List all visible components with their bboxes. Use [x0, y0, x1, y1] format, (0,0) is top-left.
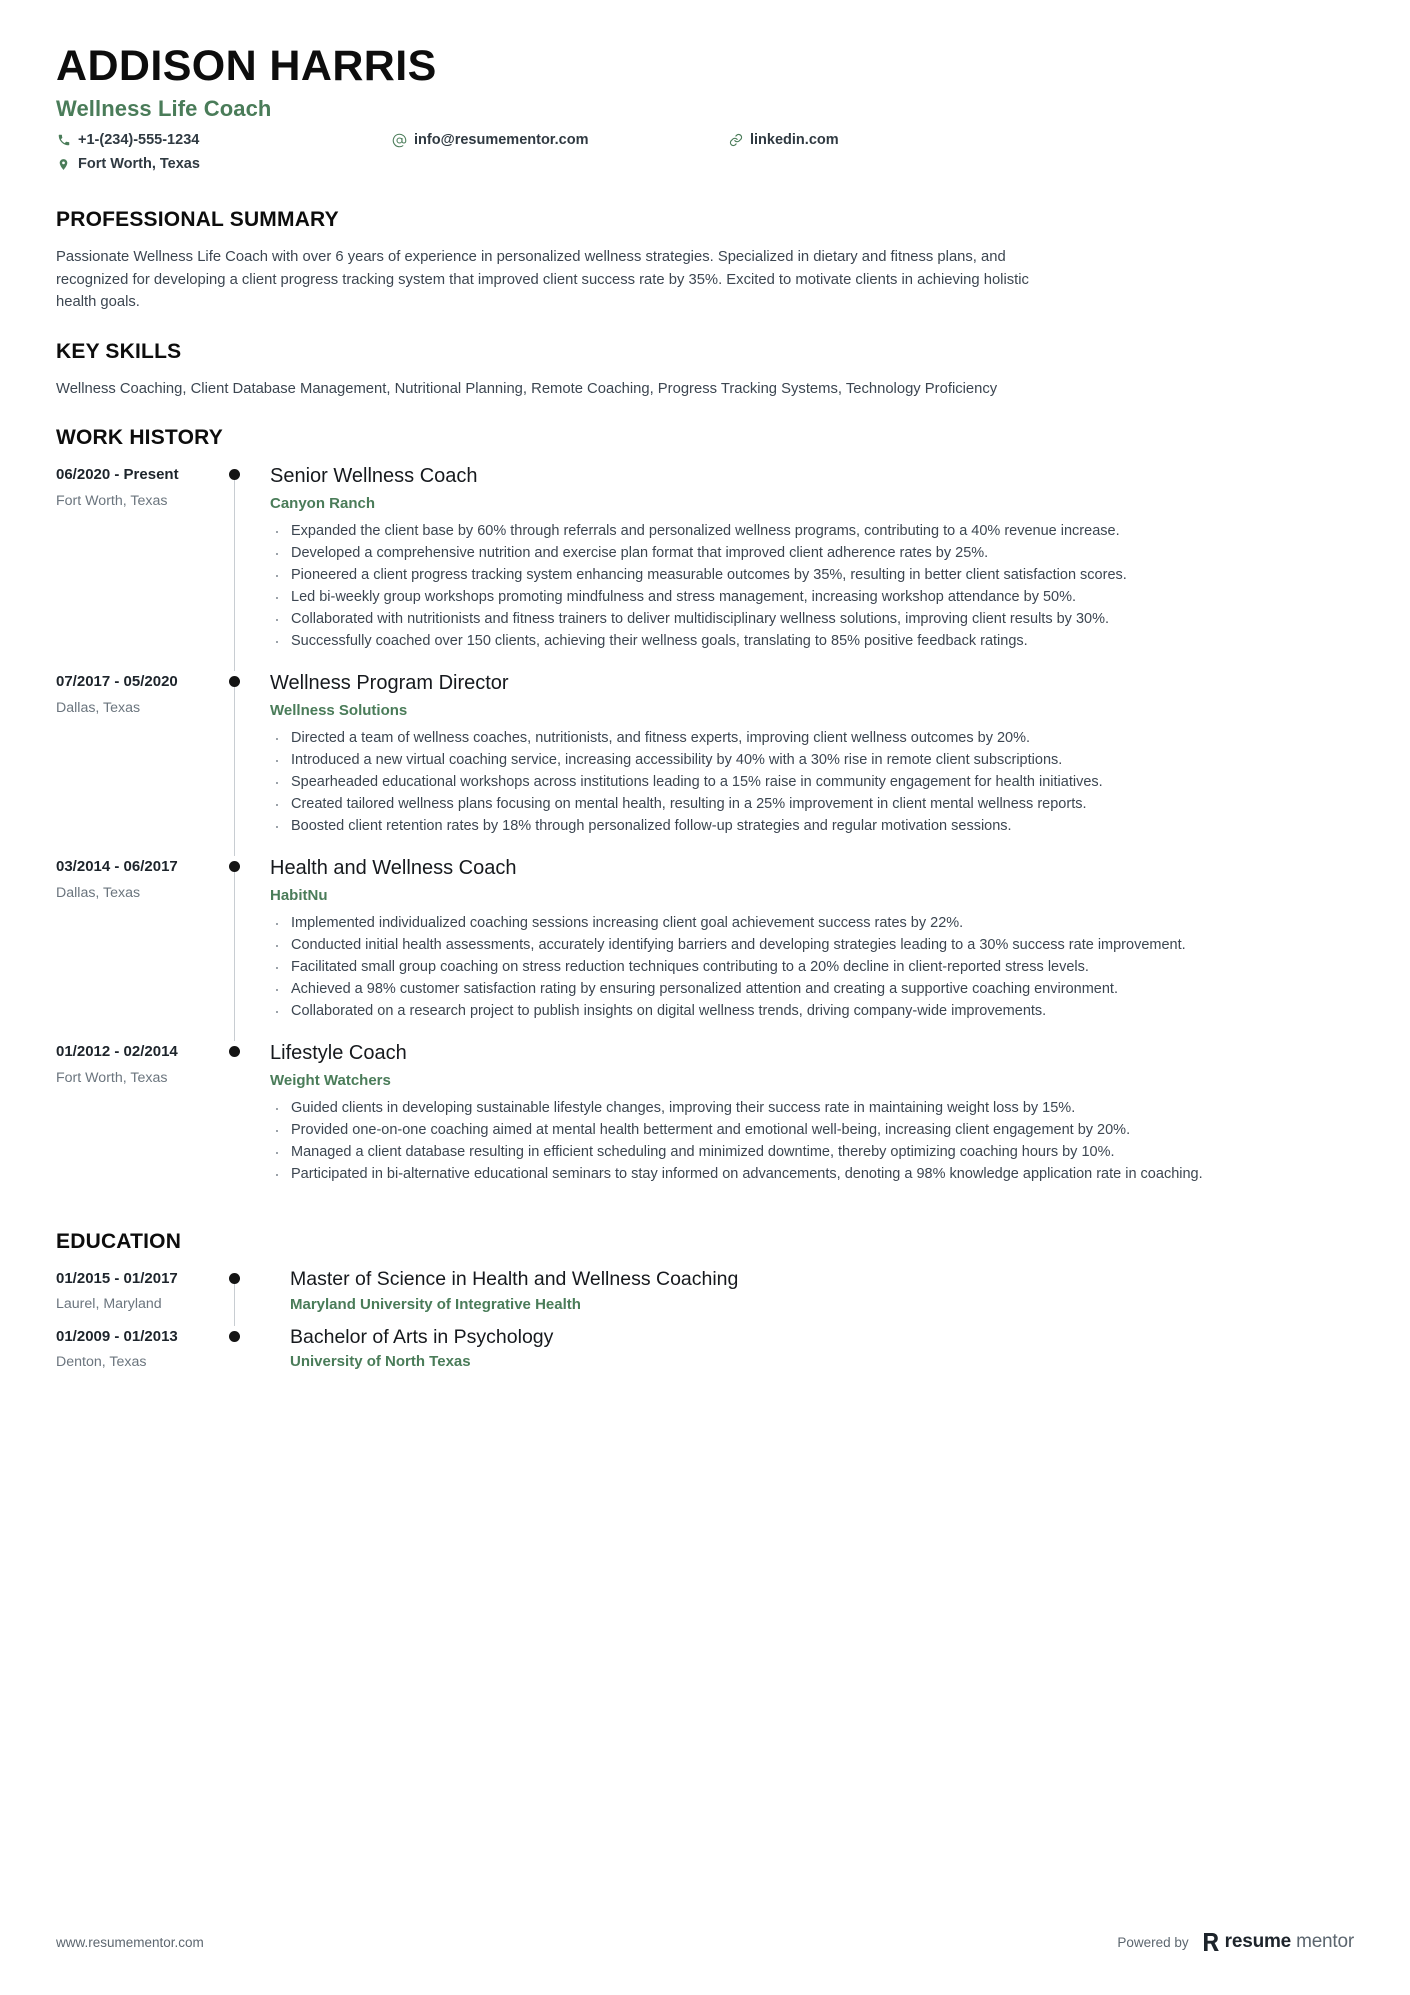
achievement-item: · Guided clients in developing sustainable lifestyle changes, improving their success rate in maintaining weight loss by 15%. — [270, 1098, 1270, 1119]
phone-icon — [56, 133, 71, 148]
achievement-item: · Created tailored wellness plans focusing on mental health, resulting in a 25% improvement in client mental wellness reports. — [270, 794, 1270, 815]
contact-link[interactable] — [728, 132, 839, 148]
contact-phone[interactable] — [56, 132, 199, 148]
timeline-line — [234, 866, 235, 1041]
contact-email-value: info@resumementor.com — [414, 132, 589, 149]
footer-branding — [1117, 1931, 1354, 1953]
achievement-list — [270, 913, 1354, 1022]
contact-link-value: linkedin.com — [750, 132, 839, 149]
degree-title: Master of Science in Health and Wellness Coaching — [290, 1268, 739, 1291]
company-name: Canyon Ranch — [270, 495, 376, 513]
timeline-line — [234, 1278, 235, 1325]
achievement-item: · Participated in bi-alternative educational seminars to stay informed on advancements, denoting a 98% knowledge application rate in coaching. — [270, 1164, 1270, 1185]
achievement-item: · Boosted client retention rates by 18% through personalized follow-up strategies and regular motivation sessions. — [270, 816, 1270, 837]
company-name: Weight Watchers — [270, 1072, 391, 1090]
work-history-entry — [56, 464, 1354, 671]
timeline-rail — [224, 671, 268, 856]
achievement-item: · Spearheaded educational workshops across institutions leading to a 15% raise in community engagement for health initiatives. — [270, 772, 1270, 793]
work-history-entry — [56, 671, 1354, 856]
timeline-line — [234, 474, 235, 671]
achievement-list — [270, 1098, 1354, 1185]
candidate-job-title: Wellness Life Coach — [56, 96, 272, 122]
contact-info — [56, 132, 1354, 182]
entry-dates: 01/2009 - 01/2013 — [56, 1327, 178, 1345]
entry-dates: 01/2012 - 02/2014 — [56, 1043, 178, 1061]
resumementor-logo — [1203, 1931, 1354, 1953]
achievement-item: · Directed a team of wellness coaches, nutritionists, and fitness experts, improving client wellness outcomes by 20%. — [270, 728, 1270, 749]
at-sign-icon — [392, 133, 407, 148]
section-title-work-history: WORK HISTORY — [56, 426, 223, 450]
skills-text: Wellness Coaching, Client Database Management, Nutritional Planning, Remote Coaching, Progress Tracking Systems, Technology Proficiency — [56, 380, 998, 397]
resumementor-mark-icon — [1203, 1932, 1220, 1952]
education-section — [56, 1230, 1354, 1383]
summary-text: Passionate Wellness Life Coach with over 6 years of experience in personalized wellness strategies. Specialized in dietary and fitness plans, and recognized for developing a client progress tracking system that improved client success rate by 35%. Excited to motivate clients in achieving holistic health goals. — [56, 249, 1029, 311]
entry-body — [268, 1268, 1354, 1325]
timeline-line — [234, 681, 235, 856]
entry-dates: 01/2015 - 01/2017 — [56, 1270, 178, 1288]
education-entry — [56, 1268, 1354, 1325]
section-title-summary: PROFESSIONAL SUMMARY — [56, 208, 339, 232]
timeline-rail — [224, 1326, 268, 1383]
achievement-list — [270, 521, 1354, 652]
company-name: HabitNu — [270, 887, 328, 905]
brand-name-secondary: mentor — [1296, 1931, 1354, 1952]
entry-location: Dallas, Texas — [56, 700, 141, 717]
entry-location: Fort Worth, Texas — [56, 493, 168, 510]
job-role-title: Lifestyle Coach — [270, 1042, 407, 1065]
entry-location: Laurel, Maryland — [56, 1296, 162, 1313]
entry-meta — [56, 1268, 224, 1325]
achievement-list — [270, 728, 1354, 837]
timeline-dot — [229, 1046, 240, 1057]
entry-body — [268, 1041, 1354, 1204]
achievement-item: · Led bi-weekly group workshops promoting mindfulness and stress management, increasing workshop attendance by 50%. — [270, 587, 1270, 608]
entry-dates: 03/2014 - 06/2017 — [56, 858, 178, 876]
achievement-item: · Conducted initial health assessments, accurately identifying barriers and developing strategies leading to a 30% success rate improvement. — [270, 935, 1270, 956]
achievement-item: · Facilitated small group coaching on stress reduction techniques contributing to a 20% decline in client-reported stress levels. — [270, 957, 1270, 978]
entry-location: Dallas, Texas — [56, 885, 141, 902]
work-history-list — [56, 464, 1354, 1204]
resume-header — [56, 42, 1354, 182]
entry-meta — [56, 856, 224, 1041]
work-history-entry — [56, 1041, 1354, 1204]
timeline-dot — [229, 676, 240, 687]
timeline-dot — [229, 469, 240, 480]
school-name: Maryland University of Integrative Health — [290, 1295, 581, 1313]
education-entry — [56, 1326, 1354, 1383]
entry-body — [268, 856, 1354, 1041]
powered-by-label: Powered by — [1117, 1934, 1189, 1950]
timeline-dot — [229, 861, 240, 872]
achievement-item: · Successfully coached over 150 clients, achieving their wellness goals, translating to 85% positive feedback ratings. — [270, 631, 1270, 652]
entry-meta — [56, 1041, 224, 1204]
link-icon — [728, 133, 743, 148]
achievement-item: · Achieved a 98% customer satisfaction rating by ensuring personalized attention and creating a supportive coaching environment. — [270, 979, 1270, 1000]
job-role-title: Wellness Program Director — [270, 672, 509, 695]
contact-location — [56, 156, 200, 172]
professional-summary-section — [56, 208, 1354, 313]
key-skills-section — [56, 340, 1354, 400]
timeline-rail — [224, 856, 268, 1041]
timeline-dot — [229, 1273, 240, 1284]
entry-meta — [56, 464, 224, 671]
achievement-item: · Collaborated with nutritionists and fitness trainers to deliver multidisciplinary wellness solutions, improving client results by 30%. — [270, 609, 1270, 630]
entry-body — [268, 1326, 1354, 1383]
company-name: Wellness Solutions — [270, 702, 408, 720]
achievement-item: · Introduced a new virtual coaching service, increasing accessibility by 40% with a 30% rise in remote client subscriptions. — [270, 750, 1270, 771]
degree-title: Bachelor of Arts in Psychology — [290, 1325, 554, 1348]
contact-location-value: Fort Worth, Texas — [78, 156, 200, 173]
entry-dates: 06/2020 - Present — [56, 466, 179, 484]
job-role-title: Health and Wellness Coach — [270, 857, 517, 880]
entry-dates: 07/2017 - 05/2020 — [56, 673, 178, 691]
job-role-title: Senior Wellness Coach — [270, 465, 478, 488]
section-title-skills: KEY SKILLS — [56, 339, 182, 363]
entry-meta — [56, 1326, 224, 1383]
work-history-section — [56, 426, 1354, 1204]
timeline-rail — [224, 464, 268, 671]
entry-location: Denton, Texas — [56, 1353, 147, 1370]
entry-meta — [56, 671, 224, 856]
achievement-item: · Managed a client database resulting in efficient scheduling and minimized downtime, thereby optimizing coaching hours by 10%. — [270, 1142, 1270, 1163]
timeline-dot — [229, 1331, 240, 1342]
achievement-item: · Pioneered a client progress tracking system enhancing measurable outcomes by 35%, resulting in better client satisfaction scores. — [270, 565, 1270, 586]
achievement-item: · Implemented individualized coaching sessions increasing client goal achievement success rates by 22%. — [270, 913, 1270, 934]
timeline-rail — [224, 1268, 268, 1325]
section-title-education: EDUCATION — [56, 1230, 182, 1254]
timeline-rail — [224, 1041, 268, 1204]
map-pin-icon — [56, 157, 71, 172]
education-list — [56, 1268, 1354, 1383]
entry-body — [268, 464, 1354, 671]
candidate-name: ADDISON HARRIS — [56, 42, 437, 90]
achievement-item: · Expanded the client base by 60% through referrals and personalized wellness programs, contributing to a 40% revenue increase. — [270, 521, 1270, 542]
contact-email[interactable] — [392, 132, 588, 148]
achievement-item: · Developed a comprehensive nutrition and exercise plan format that improved client adherence rates by 25%. — [270, 543, 1270, 564]
footer-url[interactable]: www.resumementor.com — [56, 1934, 204, 1950]
achievement-item: · Provided one-on-one coaching aimed at mental health betterment and emotional well-being, increasing client engagement by 20%. — [270, 1120, 1270, 1141]
school-name: University of North Texas — [290, 1353, 471, 1371]
entry-location: Fort Worth, Texas — [56, 1070, 168, 1087]
entry-body — [268, 671, 1354, 856]
achievement-item: · Collaborated on a research project to publish insights on digital wellness trends, driving company-wide improvements. — [270, 1001, 1270, 1022]
brand-name-primary: resume — [1224, 1931, 1292, 1952]
work-history-entry — [56, 856, 1354, 1041]
contact-phone-value: +1-(234)-555-1234 — [78, 132, 200, 149]
page-footer — [56, 1931, 1354, 1953]
